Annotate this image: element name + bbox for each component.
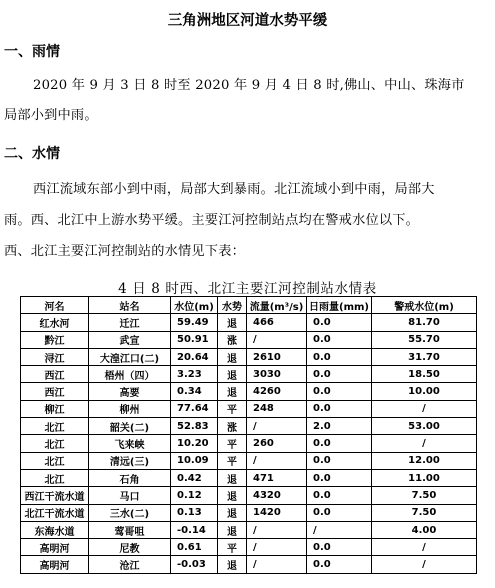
cell-warning-level: 7.50	[372, 487, 477, 504]
cell-flow: 466	[247, 314, 307, 331]
cell-daily-rain: 0.0	[307, 435, 372, 452]
cell-water-level: 59.49	[171, 314, 218, 331]
cell-station: 高要	[89, 383, 171, 400]
table-row	[21, 521, 477, 538]
table-row	[21, 366, 477, 383]
cell-station: 石角	[89, 469, 171, 486]
table-row	[21, 469, 477, 486]
cell-water-level: -0.14	[171, 521, 218, 538]
cell-river: 北江	[21, 418, 89, 435]
cell-daily-rain: 0.0	[307, 400, 372, 417]
water-level-table	[20, 296, 477, 574]
water-text-line-3: 西、北江主要江河控制站的水情见下表：	[4, 244, 245, 259]
table-row	[21, 331, 477, 348]
cell-trend: 平	[218, 435, 247, 452]
cell-warning-level: 12.00	[372, 452, 477, 469]
cell-flow: /	[247, 556, 307, 573]
cell-river: 高明河	[21, 539, 89, 556]
cell-flow: /	[247, 521, 307, 538]
cell-water-level: 77.64	[171, 400, 218, 417]
table-row	[21, 400, 477, 417]
rain-text-line-2: 局部小到中雨。	[4, 108, 98, 123]
header-river: 河名	[21, 297, 89, 314]
cell-water-level: 3.23	[171, 366, 218, 383]
cell-station: 韶关(二)	[89, 418, 171, 435]
cell-water-level: 0.61	[171, 539, 218, 556]
cell-warning-level: 81.70	[372, 314, 477, 331]
cell-daily-rain: 0.0	[307, 383, 372, 400]
table-row	[21, 314, 477, 331]
cell-trend: 退	[218, 556, 247, 573]
cell-station: 飞来峡	[89, 435, 171, 452]
table-row	[21, 539, 477, 556]
cell-station: 迁江	[89, 314, 171, 331]
cell-flow: 260	[247, 435, 307, 452]
cell-flow: 2610	[247, 348, 307, 365]
cell-river: 高明河	[21, 556, 89, 573]
cell-daily-rain: 0.0	[307, 487, 372, 504]
rain-text-line-1: 2020 年 9 月 3 日 8 时至 2020 年 9 月 4 日 8 时,佛山、中山、珠海市	[33, 78, 465, 93]
cell-station: 莺哥咀	[89, 521, 171, 538]
cell-river: 西江干流水道	[21, 487, 89, 504]
table-row	[21, 487, 477, 504]
cell-warning-level: /	[372, 556, 477, 573]
cell-flow: 4260	[247, 383, 307, 400]
section-heading-water: 二、水情	[4, 146, 60, 162]
cell-station: 大湟江口(二)	[89, 348, 171, 365]
page-title: 三角洲地区河道水势平缓	[167, 13, 328, 29]
cell-river: 黔江	[21, 331, 89, 348]
cell-daily-rain: 2.0	[307, 418, 372, 435]
header-water-level: 水位(m)	[171, 297, 218, 314]
table-row	[21, 435, 477, 452]
cell-warning-level: /	[372, 400, 477, 417]
table-row	[21, 504, 477, 521]
cell-trend: 退	[218, 383, 247, 400]
cell-trend: 平	[218, 400, 247, 417]
water-text-line-1: 西江流域东部小到中雨，局部大到暴雨。北江流域小到中雨，局部大	[33, 182, 435, 197]
cell-flow: 471	[247, 469, 307, 486]
table-row	[21, 452, 477, 469]
cell-flow: 248	[247, 400, 307, 417]
cell-station: 柳州	[89, 400, 171, 417]
cell-trend: 退	[218, 348, 247, 365]
table-row	[21, 383, 477, 400]
cell-water-level: 0.13	[171, 504, 218, 521]
cell-daily-rain: 0.0	[307, 504, 372, 521]
cell-daily-rain: 0.0	[307, 539, 372, 556]
cell-station: 尼教	[89, 539, 171, 556]
cell-warning-level: /	[372, 435, 477, 452]
cell-river: 浔江	[21, 348, 89, 365]
cell-trend: 涨	[218, 331, 247, 348]
cell-daily-rain: 0.0	[307, 314, 372, 331]
cell-flow: 4320	[247, 487, 307, 504]
cell-station: 马口	[89, 487, 171, 504]
cell-trend: 涨	[218, 418, 247, 435]
cell-station: 清远(三)	[89, 452, 171, 469]
table-caption: 4 日 8 时西、北江主要江河控制站水情表	[118, 281, 377, 297]
cell-river: 红水河	[21, 314, 89, 331]
cell-warning-level: 18.50	[372, 366, 477, 383]
cell-trend: 退	[218, 314, 247, 331]
cell-water-level: 10.09	[171, 452, 218, 469]
cell-trend: 退	[218, 521, 247, 538]
cell-warning-level: 4.00	[372, 521, 477, 538]
header-daily-rain: 日雨量(mm)	[307, 297, 372, 314]
table-row	[21, 556, 477, 573]
cell-daily-rain: 0.0	[307, 331, 372, 348]
cell-flow: 3030	[247, 366, 307, 383]
cell-flow: /	[247, 331, 307, 348]
cell-water-level: 0.42	[171, 469, 218, 486]
cell-daily-rain: /	[307, 521, 372, 538]
cell-flow: /	[247, 539, 307, 556]
header-flow: 流量(m³/s)	[247, 297, 307, 314]
cell-water-level: 10.20	[171, 435, 218, 452]
cell-river: 西江	[21, 383, 89, 400]
cell-water-level: 0.34	[171, 383, 218, 400]
cell-warning-level: /	[372, 539, 477, 556]
cell-station: 三水(二)	[89, 504, 171, 521]
section-heading-rain: 一、雨情	[4, 44, 60, 60]
cell-trend: 退	[218, 487, 247, 504]
cell-water-level: -0.03	[171, 556, 218, 573]
water-text-line-2: 雨。西、北江中上游水势平缓。主要江河控制站点均在警戒水位以下。	[4, 213, 420, 228]
table-row	[21, 418, 477, 435]
cell-daily-rain: 0.0	[307, 469, 372, 486]
cell-flow: /	[247, 452, 307, 469]
cell-trend: 退	[218, 504, 247, 521]
cell-daily-rain: 0.0	[307, 348, 372, 365]
cell-daily-rain: 0.0	[307, 366, 372, 383]
header-warning-level: 警戒水位(m)	[372, 297, 477, 314]
cell-river: 北江干流水道	[21, 504, 89, 521]
cell-warning-level: 55.70	[372, 331, 477, 348]
cell-warning-level: 31.70	[372, 348, 477, 365]
cell-trend: 退	[218, 366, 247, 383]
cell-river: 北江	[21, 435, 89, 452]
cell-river: 西江	[21, 366, 89, 383]
cell-station: 沧江	[89, 556, 171, 573]
cell-water-level: 20.64	[171, 348, 218, 365]
cell-trend: 退	[218, 469, 247, 486]
cell-water-level: 52.83	[171, 418, 218, 435]
cell-trend: 平	[218, 539, 247, 556]
cell-water-level: 50.91	[171, 331, 218, 348]
cell-river: 北江	[21, 469, 89, 486]
cell-river: 北江	[21, 452, 89, 469]
cell-warning-level: 53.00	[372, 418, 477, 435]
cell-warning-level: 11.00	[372, 469, 477, 486]
cell-flow: 1420	[247, 504, 307, 521]
cell-daily-rain: 0.0	[307, 556, 372, 573]
cell-station: 梧州（四）	[89, 366, 171, 383]
cell-warning-level: 10.00	[372, 383, 477, 400]
cell-warning-level: 7.50	[372, 504, 477, 521]
cell-daily-rain: 0.0	[307, 452, 372, 469]
cell-trend: 平	[218, 452, 247, 469]
table-header-row	[21, 297, 477, 314]
cell-flow: /	[247, 418, 307, 435]
table-row	[21, 348, 477, 365]
header-station: 站名	[89, 297, 171, 314]
cell-river: 柳江	[21, 400, 89, 417]
cell-station: 武宣	[89, 331, 171, 348]
cell-river: 东海水道	[21, 521, 89, 538]
header-trend: 水势	[218, 297, 247, 314]
cell-water-level: 0.12	[171, 487, 218, 504]
